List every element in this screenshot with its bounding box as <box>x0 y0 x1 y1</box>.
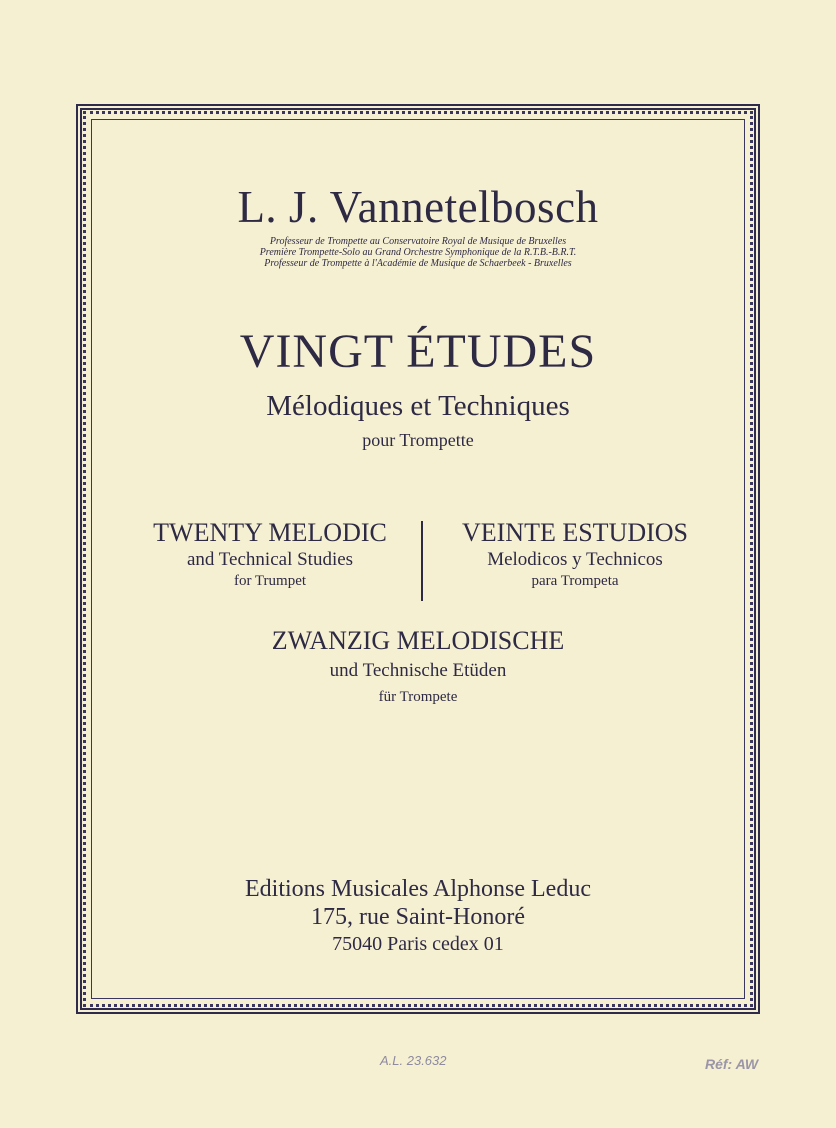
german-instrument: für Trompete <box>378 689 458 705</box>
german-heading: ZWANZIG MELODISCHE <box>271 626 565 655</box>
spanish-instrument: para Trompeta <box>531 573 619 589</box>
spanish-subheading: Melodicos y Technicos <box>487 549 663 570</box>
publisher-city: 75040 Paris cedex 01 <box>332 933 504 955</box>
author-credential-3: Professeur de Trompette à l'Académie de Musique de Schaerbeek - Bruxelles <box>264 258 572 269</box>
german-subheading: und Technische Etüden <box>329 660 507 681</box>
author-credential-2: Première Trompette-Solo au Grand Orchestre Symphonique de la R.T.B.-B.R.T. <box>259 247 577 258</box>
english-subheading: and Technical Studies <box>186 549 354 570</box>
page-title: VINGT ÉTUDES <box>239 325 597 378</box>
page-subtitle: Mélodiques et Techniques <box>266 390 570 422</box>
publisher-address: 175, rue Saint-Honoré <box>311 904 525 930</box>
author-credential-1: Professeur de Trompette au Conservatoire Royal de Musique de Bruxelles <box>269 236 567 247</box>
reference-code: Réf: AW <box>705 1056 759 1072</box>
english-instrument: for Trumpet <box>233 573 307 589</box>
spanish-heading: VEINTE ESTUDIOS <box>461 518 689 547</box>
column-divider <box>421 521 423 601</box>
author-name: L. J. Vannetelbosch <box>237 182 599 232</box>
spanish-title-block <box>425 518 725 591</box>
publisher-name: Editions Musicales Alphonse Leduc <box>245 876 591 902</box>
english-heading: TWENTY MELODIC <box>153 518 387 547</box>
catalog-number: A.L. 23.632 <box>380 1053 447 1068</box>
english-title-block <box>120 518 420 591</box>
instrument-label: pour Trompette <box>362 430 474 450</box>
